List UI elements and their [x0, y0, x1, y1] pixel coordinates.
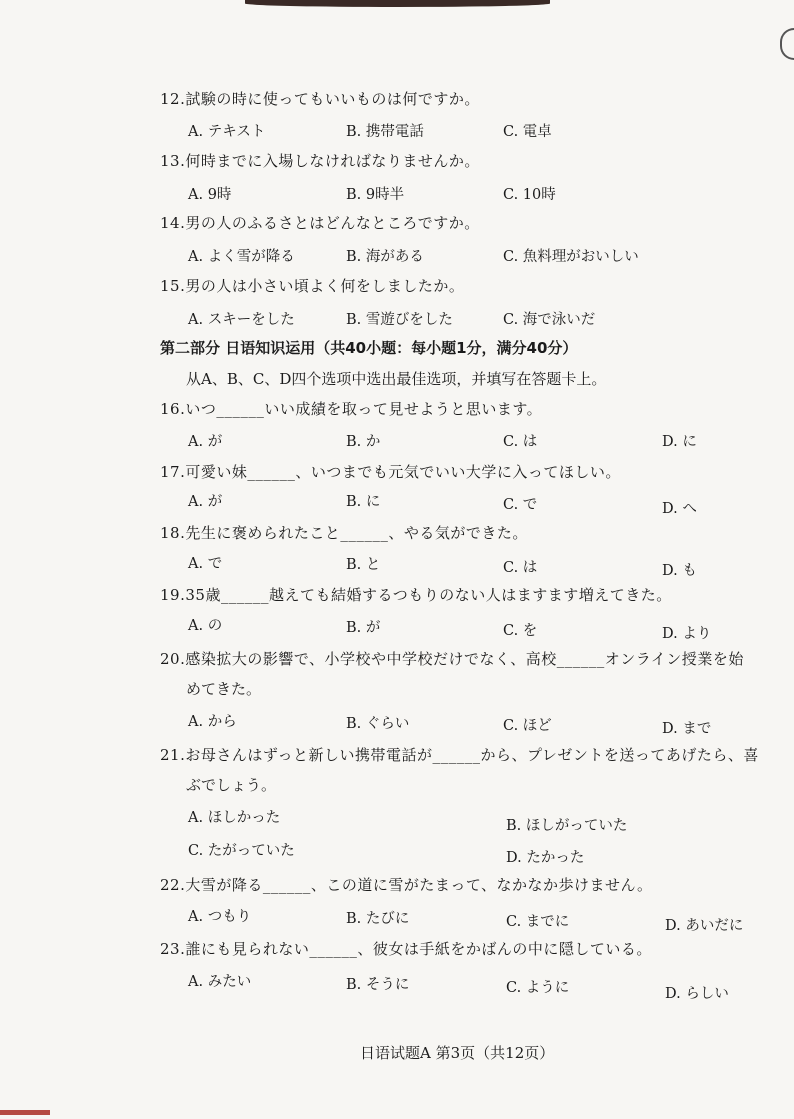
- option-a: A. が: [188, 494, 223, 510]
- question-text: 大雪が降る______、この道に雪がたまって、なかなか歩けません。: [185, 876, 653, 894]
- option-c: C. ように: [506, 980, 570, 996]
- section-heading: 第二部分 日语知识运用（共40小题：每小题1分，满分40分）: [160, 339, 578, 357]
- option-c: C. 海で泳いだ: [503, 312, 596, 328]
- question-text: 可愛い妹______、いつまでも元気でいい大学に入ってほしい。: [185, 463, 621, 481]
- option-d: D. あいだに: [665, 918, 744, 934]
- option-b: B. に: [346, 494, 381, 510]
- option-d: D. らしい: [665, 986, 729, 1002]
- option-a: A. から: [188, 714, 237, 730]
- question-text: 試験の時に使ってもいいものは何ですか。: [185, 90, 480, 108]
- option-d: D. より: [662, 626, 712, 642]
- option-d: D. へ: [662, 501, 697, 517]
- question-22: [160, 874, 652, 895]
- option-a: A. みたい: [188, 974, 252, 990]
- question-text: 先生に褒められたこと______、やる気ができた。: [185, 524, 528, 542]
- option-b: B. 携帯電話: [346, 124, 424, 140]
- question-12: [160, 88, 480, 109]
- question-19: [160, 584, 672, 605]
- option-d: D. に: [662, 434, 697, 450]
- option-a: A. の: [188, 618, 223, 634]
- question-13: [160, 150, 480, 171]
- scan-edge-bottom: [0, 1110, 50, 1115]
- option-d: D. たかった: [506, 850, 585, 866]
- option-b: B. が: [346, 620, 381, 636]
- question-number: 17.: [160, 463, 186, 481]
- question-number: 20.: [160, 650, 186, 668]
- option-a: A. で: [188, 556, 223, 572]
- question-17: [160, 461, 621, 482]
- question-21: [160, 744, 759, 765]
- option-c: C. を: [503, 623, 538, 639]
- option-a: A. よく雪が降る: [188, 249, 295, 265]
- option-c: C. で: [503, 497, 538, 513]
- question-text: 男の人は小さい頃よく何をしましたか。: [185, 277, 465, 295]
- option-a: A. スキーをした: [188, 312, 295, 328]
- option-a: A. テキスト: [188, 124, 266, 140]
- question-23: [160, 938, 652, 959]
- question-text: お母さんはずっと新しい携帯電話が______から、プレゼントを送ってあげたら、喜: [185, 746, 759, 764]
- question-text: いつ______いい成績を取って見せようと思います。: [185, 400, 543, 418]
- option-c: C. 魚料理がおいしい: [503, 249, 639, 265]
- question-number: 21.: [160, 746, 186, 764]
- question-text: 35歳______越えても結婚するつもりのない人はますます増えてきた。: [185, 586, 672, 604]
- option-c: C. 10時: [503, 187, 556, 203]
- question-text-continued: めてきた。: [186, 680, 262, 698]
- question-number: 23.: [160, 940, 186, 958]
- question-text: 誰にも見られない______、彼女は手紙をかばんの中に隠している。: [185, 940, 652, 958]
- scan-edge-right: [780, 28, 794, 60]
- option-d: D. も: [662, 563, 697, 579]
- question-text-continued: ぶでしょう。: [186, 776, 277, 794]
- question-number: 19.: [160, 586, 186, 604]
- question-text: 男の人のふるさとはどんなところですか。: [185, 214, 480, 232]
- question-20: [160, 648, 744, 669]
- option-b: B. と: [346, 557, 381, 573]
- question-number: 12.: [160, 90, 186, 108]
- option-c: C. までに: [506, 914, 570, 930]
- option-c: C. は: [503, 560, 538, 576]
- option-c: C. は: [503, 434, 538, 450]
- option-c: C. たがっていた: [188, 843, 295, 859]
- option-a: A. 9時: [188, 187, 232, 203]
- question-16: [160, 398, 542, 419]
- option-a: A. が: [188, 434, 223, 450]
- scan-edge-top: [245, 0, 550, 7]
- option-b: B. ほしがっていた: [506, 818, 628, 834]
- question-number: 13.: [160, 152, 186, 170]
- question-number: 15.: [160, 277, 186, 295]
- question-15: [160, 275, 464, 296]
- question-number: 22.: [160, 876, 186, 894]
- option-a: A. つもり: [188, 909, 252, 925]
- option-c: C. ほど: [503, 718, 552, 734]
- option-c: C. 電卓: [503, 124, 552, 140]
- option-d: D. まで: [662, 721, 712, 737]
- option-b: B. 海がある: [346, 249, 424, 265]
- question-18: [160, 522, 528, 543]
- option-b: B. 9時半: [346, 187, 405, 203]
- option-a: A. ほしかった: [188, 810, 281, 826]
- option-b: B. か: [346, 434, 381, 450]
- option-b: B. 雪遊びをした: [346, 312, 453, 328]
- section-instruction: 从A、B、C、D四个选项中选出最佳选项，并填写在答题卡上。: [186, 370, 607, 388]
- question-number: 16.: [160, 400, 186, 418]
- option-b: B. そうに: [346, 977, 410, 993]
- question-text: 感染拡大の影響で、小学校や中学校だけでなく、高校______オンライン授業を始: [185, 650, 744, 668]
- option-b: B. ぐらい: [346, 716, 410, 732]
- question-number: 18.: [160, 524, 186, 542]
- option-b: B. たびに: [346, 911, 410, 927]
- page-footer: 日语试题A 第3页（共12页）: [360, 1044, 555, 1062]
- question-14: [160, 212, 480, 233]
- question-text: 何時までに入場しなければなりませんか。: [185, 152, 480, 170]
- question-number: 14.: [160, 214, 186, 232]
